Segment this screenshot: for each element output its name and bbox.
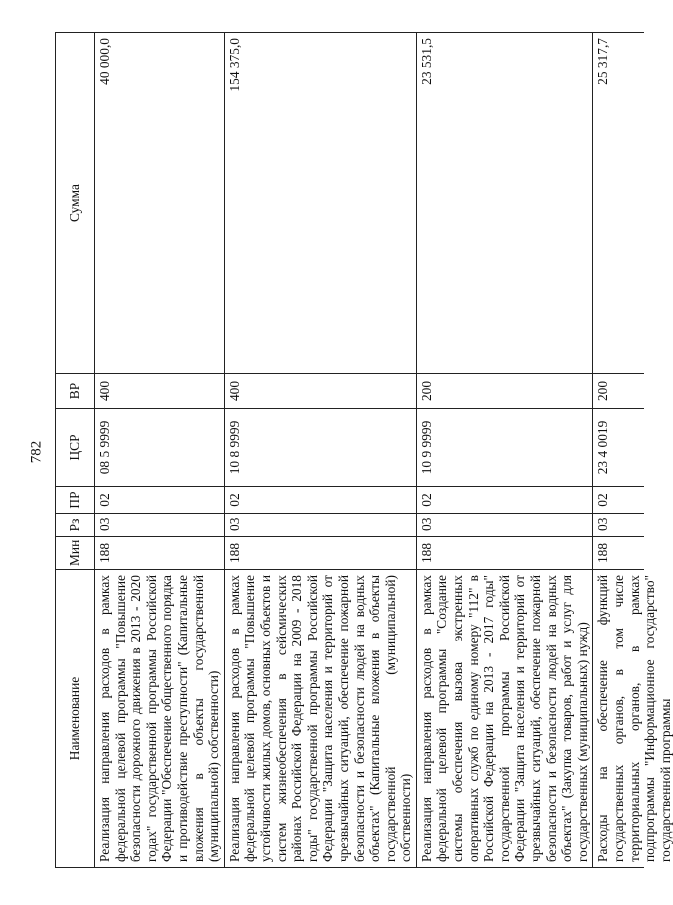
row-rz: 03	[593, 514, 645, 537]
header-sum: Сумма	[56, 33, 95, 374]
table-row	[416, 33, 593, 868]
row-min: 188	[95, 537, 225, 570]
row-name: Реализация направления расходов в рамках федеральной целевой программы "Создание системы обеспечения вызова экстренных оперативных служб по единому номеру "112" в Российской Федерации на 2013 - 2017 годы" государственной программы Российской Федерации "Защита населения и территорий от чрезвычайных ситуаций, обеспечение пожарной безопасности и безопасности людей на водных объектах" (Закупка товаров, работ и услуг для государственных (муниципальных) нужд)	[416, 570, 593, 868]
table-header-row	[56, 33, 95, 868]
row-pr: 02	[95, 487, 225, 514]
row-vr: 400	[224, 374, 416, 409]
row-sum: 40 000,0	[95, 33, 225, 374]
row-vr: 400	[95, 374, 225, 409]
header-vr: ВР	[56, 374, 95, 409]
row-name: Реализация направления расходов в рамках федеральной целевой программы "Повышение безопасности дорожного движения в 2013 - 2020 годах" государственной программы Российской Федерации "Обеспечение общественного порядка и противодействие преступности" (Капитальные вложения в объекты государственной (муниципальной) собственности)	[95, 570, 225, 868]
row-csr: 10 9 9999	[416, 409, 593, 487]
table-row	[95, 33, 225, 868]
row-pr: 02	[593, 487, 645, 514]
header-csr: ЦСР	[56, 409, 95, 487]
row-sum: 25 317,7	[593, 33, 645, 374]
row-csr: 08 5 9999	[95, 409, 225, 487]
row-vr: 200	[593, 374, 645, 409]
header-min: Мин	[56, 537, 95, 570]
rotated-page-content	[55, 18, 673, 883]
row-rz: 03	[95, 514, 225, 537]
row-min: 188	[224, 537, 416, 570]
table-row	[593, 33, 645, 868]
row-vr: 200	[416, 374, 593, 409]
row-rz: 03	[224, 514, 416, 537]
header-rz: Рз	[56, 514, 95, 537]
row-name	[593, 570, 673, 868]
row-name: Реализация направления расходов в рамках федеральной целевой программы "Повышение устойчивости жилых домов, основных объектов и систем жизнеобеспечения в сейсмических районах Российской Федерации на 2009 - 2018 годы" государственной программы Российской Федерации "Защита населения и территорий от чрезвычайных ситуаций, обеспечение пожарной безопасности и безопасности людей на водных объектах" (Капитальные вложения в объекты государственной (муниципальной) собственности)	[224, 570, 416, 868]
page-number: 782	[28, 440, 45, 464]
header-name: Наименование	[56, 570, 95, 868]
header-pr: ПР	[56, 487, 95, 514]
row-csr: 23 4 0019	[593, 409, 645, 487]
budget-table	[55, 32, 673, 868]
row-name-text: Расходы на обеспечение функций государственных органов, в том числе территориальных органов, в рамках подпрограммы "Информационное государство" государственной программы	[595, 575, 673, 862]
row-pr: 02	[224, 487, 416, 514]
row-csr: 10 8 9999	[224, 409, 416, 487]
row-sum: 23 531,5	[416, 33, 593, 374]
row-pr: 02	[416, 487, 593, 514]
row-sum: 154 375,0	[224, 33, 416, 374]
table-row	[224, 33, 416, 868]
row-min: 188	[593, 537, 645, 570]
row-min: 188	[416, 537, 593, 570]
row-rz: 03	[416, 514, 593, 537]
